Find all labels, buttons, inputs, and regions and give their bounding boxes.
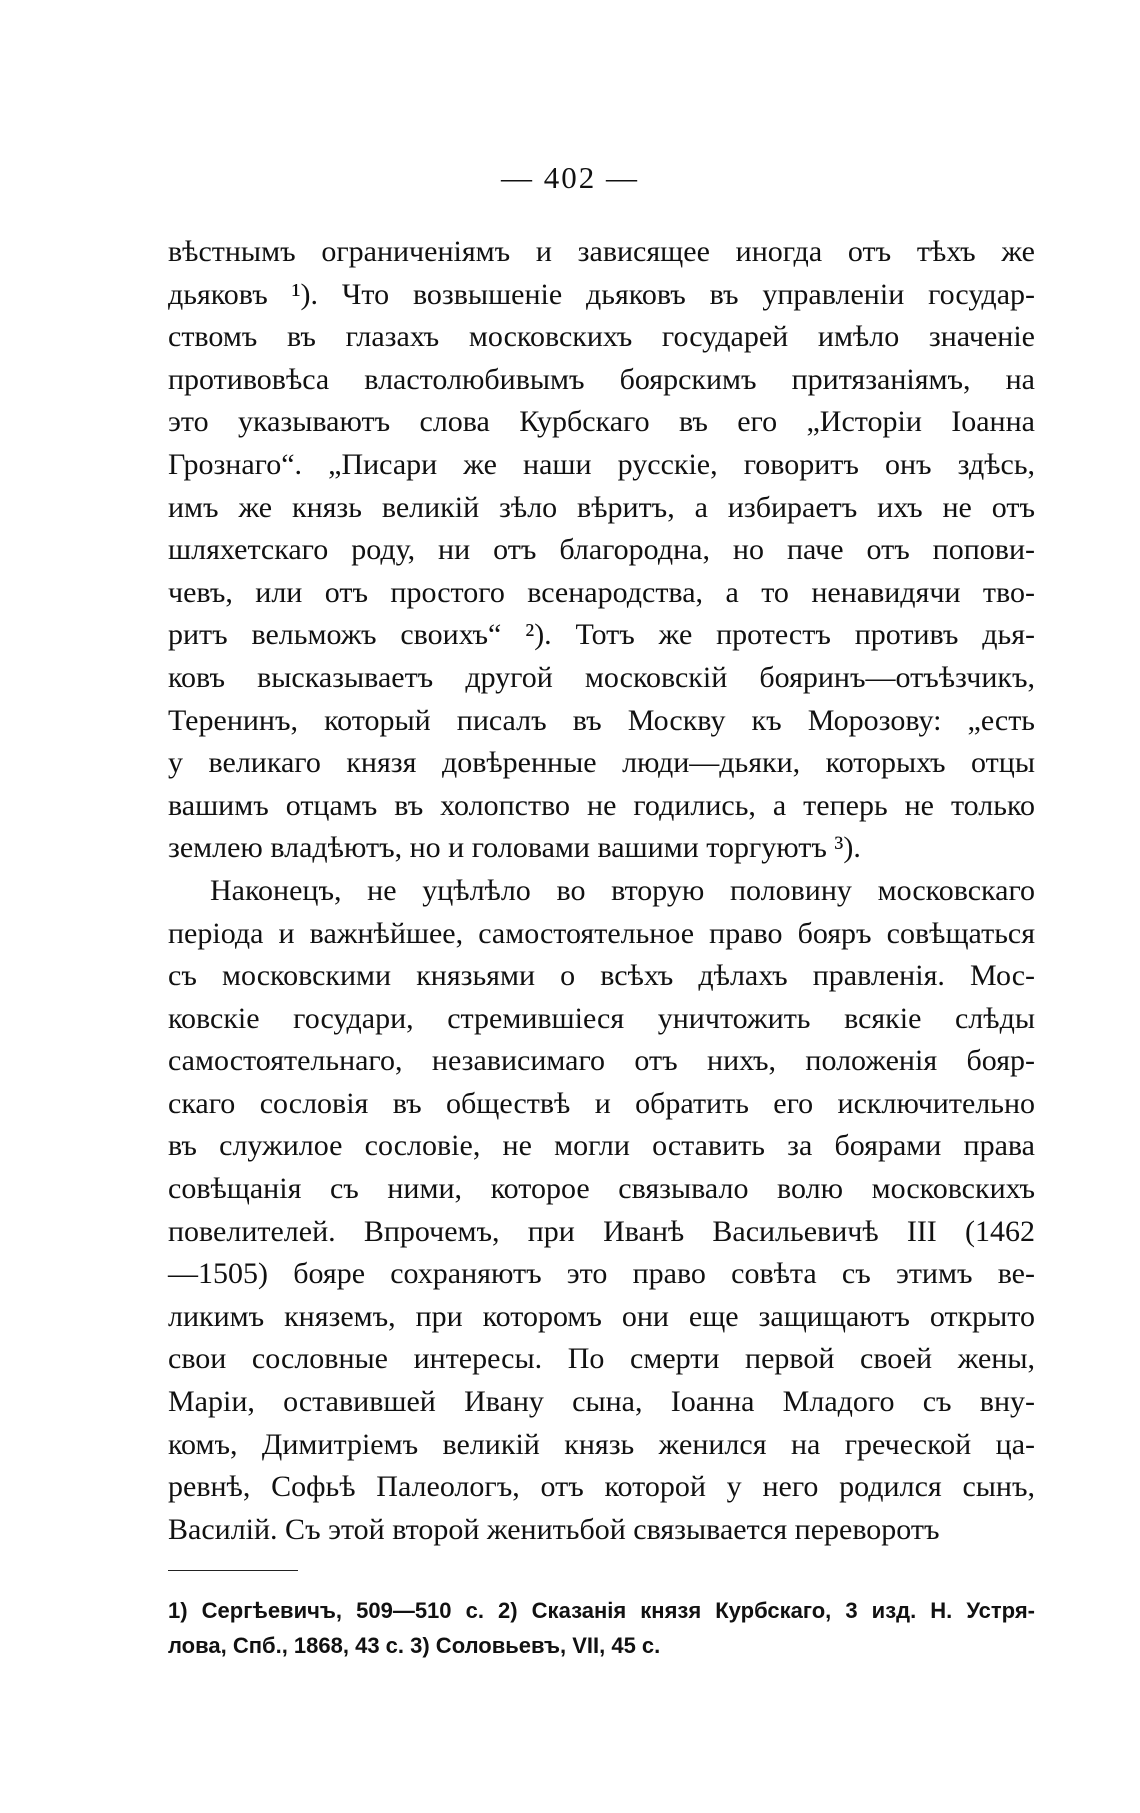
text-line: у великаго князя довѣренные люди—дьяки, которыхъ отцы: [168, 746, 1035, 780]
text-line: вашимъ отцамъ въ холопство не годились, а теперь не только: [168, 788, 1035, 822]
text-line: Маріи, оставившей Ивану сына, Іоанна Младого съ вну-: [168, 1385, 1035, 1419]
text-line: ствомъ въ глазахъ московскихъ государей имѣло значеніе: [168, 320, 1035, 354]
text-line: Наконецъ, не уцѣлѣло во вторую половину московскаго: [210, 873, 1035, 907]
text-line: періода и важнѣйшее, самостоятельное право бояръ совѣщаться: [168, 916, 1035, 950]
page-number: — 402 —: [501, 160, 639, 195]
text-line: чевъ, или отъ простого всенародства, а то ненавидячи тво-: [168, 575, 1035, 609]
text-line: въ служилое сословіе, не могли оставить за боярами права: [168, 1129, 1035, 1163]
text-line: ревнѣ, Софьѣ Палеологъ, отъ которой у него родился сынъ,: [168, 1470, 1035, 1504]
text-line: совѣщанія съ ними, которое связывало волю московскихъ: [168, 1172, 1035, 1206]
paragraph-1: [168, 231, 1035, 870]
text-line: ритъ вельможъ своихъ“ ²). Тотъ же протестъ противъ дья-: [168, 618, 1035, 652]
text-line: —1505) бояре сохраняютъ это право совѣта съ этимъ ве-: [168, 1257, 1035, 1291]
text-line: вѣстнымъ ограниченіямъ и зависящее иногда отъ тѣхъ же: [168, 235, 1035, 268]
paragraph-2: [168, 870, 1035, 1552]
text-line: повелителей. Впрочемъ, при Иванѣ Васильевичѣ III (1462: [168, 1214, 1035, 1248]
footnote-separator: [168, 1570, 298, 1571]
text-line: Теренинъ, который писалъ въ Москву къ Морозову: „есть: [168, 703, 1035, 737]
footnote-line: 1) Сергѣевичъ, 509—510 с. 2) Сказанія князя Курбскаго, 3 изд. Н. Устря-: [168, 1598, 1035, 1623]
text-line: самостоятельнаго, независимаго отъ нихъ, положенія бояр-: [168, 1044, 1035, 1078]
text-line: противовѣса властолюбивымъ боярскимъ притязаніямъ, на: [168, 362, 1035, 396]
text-line: это указываютъ слова Курбскаго въ его „Исторіи Іоанна: [168, 405, 1035, 439]
text-line: шляхетскаго роду, ни отъ благородна, но паче отъ попови-: [168, 533, 1035, 567]
body-text: [168, 231, 1035, 1551]
text-line: комъ, Димитріемъ великій князь женился на греческой ца-: [168, 1427, 1035, 1461]
footnote-line: лова, Спб., 1868, 43 с. 3) Соловьевъ, VII, 45 с.: [168, 1633, 661, 1658]
text-line: съ московскими князьями о всѣхъ дѣлахъ правленія. Мос-: [168, 959, 1035, 993]
text-line: свои сословные интересы. По смерти первой своей жены,: [168, 1342, 1035, 1376]
text-line: скаго сословія въ обществѣ и обратить его исключительно: [168, 1086, 1035, 1120]
text-line: ликимъ княземъ, при которомъ они еще защищаютъ открыто: [168, 1299, 1035, 1333]
text-line: имъ же князь великій зѣло вѣритъ, а избираетъ ихъ не отъ: [168, 490, 1035, 524]
text-line: ковскіе государи, стремившіеся уничтожить всякіе слѣды: [168, 1001, 1035, 1035]
text-line: ковъ высказываетъ другой московскій бояринъ—отъѣзчикъ,: [168, 660, 1035, 694]
text-line: Грознаго“. „Писари же наши русскіе, говоритъ онъ здѣсь,: [168, 447, 1035, 481]
footnotes: [168, 1593, 1035, 1663]
text-line: дьяковъ ¹). Что возвышеніе дьяковъ въ управленіи государ-: [168, 277, 1035, 311]
text-line: землею владѣютъ, но и головами вашими торгуютъ ³).: [168, 831, 861, 865]
text-line: Василій. Съ этой второй женитьбой связывается переворотъ: [168, 1512, 940, 1546]
